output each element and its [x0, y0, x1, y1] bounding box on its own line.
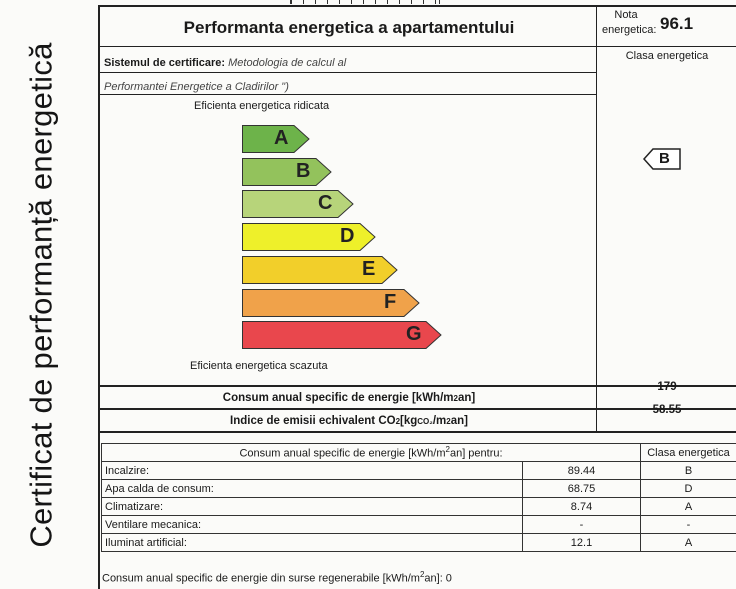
sistem-certificare — [104, 52, 594, 99]
energy-bar-letter: D — [340, 225, 355, 248]
detail-cell-value: 8.74 — [523, 498, 641, 516]
sistem-label: Sistemul de certificare: — [104, 57, 226, 69]
energy-bar-letter: E — [362, 257, 376, 280]
sistem-value-line1: Metodologia de calcul al — [228, 57, 347, 69]
detail-cell-class: - — [641, 516, 736, 534]
energy-bar-f — [242, 289, 420, 317]
energy-bar-b — [242, 158, 332, 186]
energy-bar-letter: G — [406, 323, 422, 346]
side-title — [8, 0, 76, 589]
table-row — [102, 480, 736, 498]
detail-cell-value: 89.44 — [523, 462, 641, 480]
detail-cell-label: Iluminat artificial: — [102, 534, 523, 552]
top-registration-marks — [290, 0, 440, 4]
detail-cell-class: B — [641, 462, 736, 480]
detail-table — [101, 443, 736, 552]
detail-cell-value: 68.75 — [523, 480, 641, 498]
detail-header-row — [102, 444, 736, 462]
detail-cell-value: - — [523, 516, 641, 534]
detail-cell-value: 12.1 — [523, 534, 641, 552]
energy-bar-c — [242, 190, 354, 218]
frame-line — [98, 5, 100, 589]
scale-label-low: Eficienta energetica scazuta — [190, 360, 328, 372]
detail-cell-class: D — [641, 480, 736, 498]
detail-header: Consum anual specific de energie $[kWh/m^2an]$ pentru: — [102, 444, 641, 462]
table-row — [102, 498, 736, 516]
detail-cell-class: A — [641, 498, 736, 516]
energy-bar-d — [242, 223, 376, 251]
consum-anual-label: Consum anual specific de energie [kWh/m 2 an] — [222, 392, 476, 404]
footer-note: Consum anual specific de energie din surse regenerabile $[kWh/m^2an]$: 0 — [102, 570, 452, 585]
detail-cell-label: Ventilare mecanica: — [102, 516, 523, 534]
emisii-label: Indice de emisii echivalent CO 2 [kg CO₂ /m 2 an] — [230, 415, 468, 427]
nota-value: 96.1 — [660, 14, 694, 33]
table-row — [102, 534, 736, 552]
table-row — [102, 516, 736, 534]
frame-line — [596, 5, 597, 431]
clasa-badge — [643, 148, 681, 170]
emisii-value: 58.55 — [652, 404, 682, 416]
detail-cell-label: Incalzire: — [102, 462, 523, 480]
consum-anual-value: 179 — [657, 381, 677, 393]
energy-bar-a — [242, 125, 310, 153]
table-row — [102, 462, 736, 480]
nota-energetica — [598, 5, 736, 47]
nota-label: Nota energetica: — [602, 9, 657, 36]
detail-class-header: Clasa energetica — [641, 444, 736, 462]
energy-bar-letter: A — [274, 127, 289, 149]
detail-cell-label: Climatizare: — [102, 498, 523, 516]
clasa-value: B — [659, 150, 670, 167]
side-title-text: Certificat de performanță energetică — [24, 41, 59, 548]
detail-cell-class: A — [641, 534, 736, 552]
energy-bar-letter: C — [318, 192, 333, 215]
energy-bar-e — [242, 256, 398, 284]
energy-bar-letter: B — [296, 159, 311, 182]
clasa-label: Clasa energetica — [625, 50, 709, 62]
detail-cell-label: Apa calda de consum: — [102, 480, 523, 498]
scale-label-high: Eficienta energetica ridicata — [194, 100, 330, 112]
page-title: Performanta energetica a apartamentului — [183, 18, 515, 37]
energy-bar-g — [242, 321, 442, 349]
sistem-value-line2: Performantei Energetice a Cladirilor ") — [104, 81, 289, 93]
energy-bar-letter: F — [384, 290, 397, 313]
